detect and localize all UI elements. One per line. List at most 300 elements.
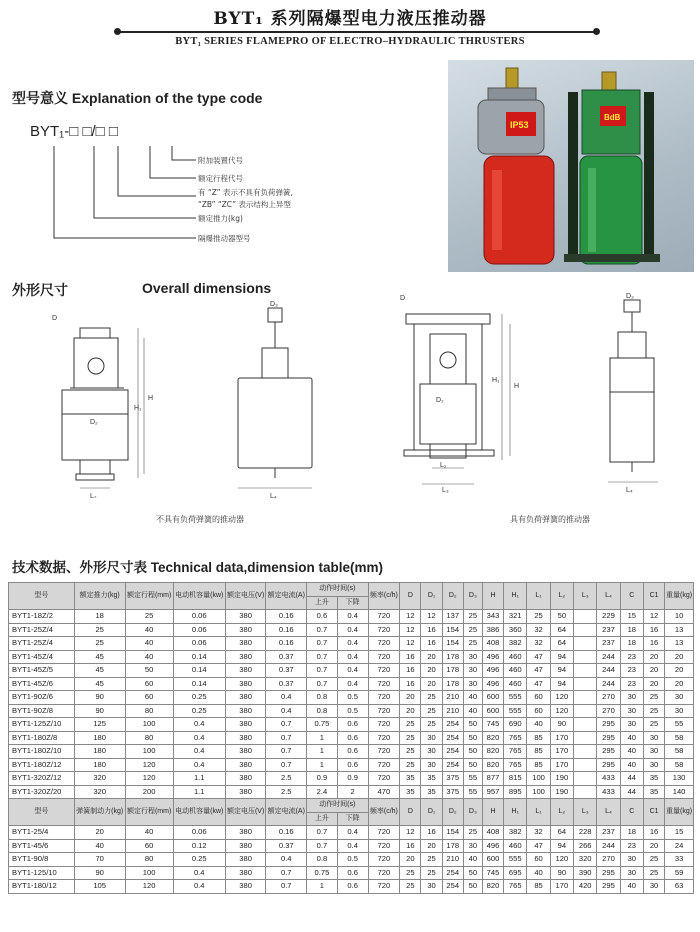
table-cell: 178 [442,664,463,678]
model-cell: BYT1-45/6 [9,839,75,853]
table-cell: 0.7 [266,866,307,880]
table-row [9,745,694,759]
table-cell: 2 [337,785,368,799]
table-cell: 0.37 [266,677,307,691]
table-cell: 45 [74,650,125,664]
table-cell: 320 [74,772,125,786]
table-cell: 190 [550,785,573,799]
table-cell: 380 [225,610,266,624]
svg-text:L₃: L₃ [442,487,449,494]
dimensions-heading-en: Overall dimensions [142,280,272,296]
model-cell: BYT1-45Z/6 [9,677,75,691]
table-cell: 895 [504,785,527,799]
table-cell: 295 [597,758,620,772]
table-cell: 720 [368,650,400,664]
table-cell: 90 [74,704,125,718]
table-cell: 25 [74,623,125,637]
table-cell: 25 [527,610,550,624]
col-header: 额定推力(kg) [74,583,125,610]
table-heading: 技术数据、外形尺寸表 Technical data,dimension table(mm) [12,560,384,575]
table-cell: 20 [643,677,664,691]
col-header: L₂ [550,583,573,610]
table-cell: 60 [527,704,550,718]
table-cell: 720 [368,677,400,691]
table-cell: 380 [225,758,266,772]
table-row [9,758,694,772]
table-cell: 380 [225,718,266,732]
table-cell: 380 [225,650,266,664]
table-row [9,772,694,786]
table-row [9,623,694,637]
table-cell: 25 [400,718,421,732]
table-cell: 16 [421,637,442,651]
table-cell: 154 [442,637,463,651]
table-cell: 30 [620,866,643,880]
table-cell: 30 [463,664,482,678]
svg-text:D: D [52,315,58,322]
table-cell: 20 [665,677,694,691]
table-cell: 180 [74,745,125,759]
table-cell: 20 [421,664,442,678]
model-cell: BYT1-180Z/10 [9,745,75,759]
table-cell: 50 [463,745,482,759]
table-cell: 408 [482,637,503,651]
table-cell: 720 [368,880,400,894]
svg-text:D₂: D₂ [90,419,98,426]
col-header: 额定行程(mm) [125,799,173,826]
dimensions-heading-cn: 外形尺寸 [12,282,68,298]
table-cell: 765 [504,731,527,745]
table-cell: 0.7 [307,826,338,840]
table-cell: 380 [225,731,266,745]
table-cell: 720 [368,664,400,678]
table-cell: 720 [368,704,400,718]
table-cell: 0.75 [307,866,338,880]
table-cell: 0.4 [266,853,307,867]
model-cell: BYT1-45Z/4 [9,650,75,664]
table-cell: 85 [527,758,550,772]
table-cell: 295 [597,731,620,745]
table-cell: 30 [620,718,643,732]
table-cell: 0.37 [266,839,307,853]
table-header-row [9,799,694,813]
col-header: L₃ [574,799,597,826]
table-cell: 380 [225,853,266,867]
table-cell: 120 [125,772,173,786]
col-header: 弹簧制动力(kg) [74,799,125,826]
table-cell: 0.4 [337,826,368,840]
table-cell: 16 [400,650,421,664]
table-cell: 0.7 [307,623,338,637]
table-cell [574,731,597,745]
col-header: H₁ [504,583,527,610]
table-cell: 0.25 [173,691,225,705]
table-cell: 15 [665,826,694,840]
table-cell: 20 [400,691,421,705]
table-cell: 390 [574,866,597,880]
table-cell: 720 [368,623,400,637]
table-cell: 18 [620,637,643,651]
table-cell: 237 [597,623,620,637]
col-header: D₃ [463,799,482,826]
table-cell: 16 [421,623,442,637]
table-cell: 120 [550,691,573,705]
table-cell: 20 [421,839,442,853]
table-cell: 0.06 [173,623,225,637]
table-cell: 18 [74,610,125,624]
table-cell: 380 [225,880,266,894]
table-cell: 40 [125,650,173,664]
table-cell: 30 [421,880,442,894]
table-cell: 496 [482,664,503,678]
table-cell: 58 [665,731,694,745]
table-cell: 0.4 [337,839,368,853]
table-cell: 254 [442,718,463,732]
table-cell: 35 [421,772,442,786]
svg-text:D: D [400,295,406,302]
table-cell: 0.7 [266,745,307,759]
table-cell: 90 [550,718,573,732]
model-cell: BYT1-320Z/12 [9,772,75,786]
table-cell: 555 [504,704,527,718]
table-cell: 244 [597,650,620,664]
table-cell: 40 [620,731,643,745]
col-header: L₄ [597,799,620,826]
table-cell [574,610,597,624]
table-cell: 40 [527,718,550,732]
table-cell: 295 [597,718,620,732]
table-row [9,853,694,867]
table-header-spring [9,799,694,826]
table-cell: 25 [421,691,442,705]
table-cell: 745 [482,718,503,732]
drawing-front-spring [392,290,532,505]
table-cell: 380 [225,866,266,880]
table-cell: 386 [482,623,503,637]
svg-text:D₃: D₃ [626,293,634,300]
table-cell: 0.7 [266,758,307,772]
col-header: C [620,799,643,826]
type-code-label: 额定行程代号 [198,174,243,183]
table-cell: 18 [620,623,643,637]
table-cell: 237 [597,637,620,651]
svg-text:H₁: H₁ [134,405,142,412]
table-cell: 20 [643,650,664,664]
table-cell: 20 [643,664,664,678]
table-cell: 382 [504,826,527,840]
table-cell: 380 [225,637,266,651]
table-cell: 60 [125,839,173,853]
table-cell: 420 [574,880,597,894]
table-cell: 30 [620,704,643,718]
table-cell: 877 [482,772,503,786]
table-cell: 0.06 [173,610,225,624]
table-cell: 375 [442,785,463,799]
table-cell: 25 [643,691,664,705]
table-row [9,664,694,678]
table-cell: 433 [597,772,620,786]
caption-no-spring: 不具有负荷弹簧的推动器 [156,515,244,524]
table-row [9,731,694,745]
table-row [9,677,694,691]
table-cell: 0.5 [337,704,368,718]
table-cell: 55 [665,718,694,732]
table-cell: 0.4 [173,866,225,880]
table-cell: 44 [620,785,643,799]
table-cell: 30 [643,731,664,745]
table-cell: 0.5 [337,691,368,705]
table-cell: 720 [368,610,400,624]
table-cell: 12 [421,610,442,624]
table-cell: 266 [574,839,597,853]
table-cell: 16 [643,826,664,840]
table-cell: 32 [527,637,550,651]
table-cell: 321 [504,610,527,624]
model-cell: BYT1-180/12 [9,880,75,894]
table-cell: 94 [550,839,573,853]
table-cell: 90 [550,866,573,880]
table-cell: 40 [620,880,643,894]
table-cell: 154 [442,826,463,840]
table-row [9,880,694,894]
table-cell: 820 [482,758,503,772]
table-cell: 13 [665,637,694,651]
table-cell: 380 [225,839,266,853]
table-row [9,866,694,880]
col-header: C1 [643,583,664,610]
table-cell: 25 [643,718,664,732]
table-cell: 154 [442,623,463,637]
table-cell: 0.16 [266,610,307,624]
model-cell: BYT1-25Z/4 [9,637,75,651]
table-cell: 20 [665,664,694,678]
table-cell: 25 [463,826,482,840]
table-cell: 380 [225,785,266,799]
table-cell: 50 [463,866,482,880]
table-cell: 0.4 [337,677,368,691]
type-code-label: 额定推力(kg) [198,214,243,223]
table-cell: 33 [665,853,694,867]
table-cell: 64 [550,826,573,840]
table-cell: 85 [527,731,550,745]
table-cell: 10 [665,610,694,624]
model-cell: BYT1-25Z/4 [9,623,75,637]
col-header: D₃ [463,583,482,610]
table-cell: 0.7 [307,677,338,691]
table-cell: 30 [463,677,482,691]
table-cell: 13 [665,623,694,637]
col-header: D₁ [421,583,442,610]
table-cell: 30 [421,745,442,759]
col-header: H [482,799,503,826]
table-cell: 0.8 [307,691,338,705]
table-cell: 170 [550,731,573,745]
table-cell: 0.8 [307,704,338,718]
table-cell [574,637,597,651]
table-cell: 600 [482,704,503,718]
table-cell: 820 [482,880,503,894]
model-cell: BYT1-180Z/8 [9,731,75,745]
table-cell: 0.4 [173,718,225,732]
table-cell: 24 [665,839,694,853]
table-cell: 0.16 [266,826,307,840]
table-cell: 957 [482,785,503,799]
table-cell: 433 [597,785,620,799]
caption-with-spring: 具有负荷弹簧的推动器 [510,515,590,524]
table-cell: 0.6 [337,758,368,772]
table-cell: 64 [550,623,573,637]
table-cell: 40 [463,691,482,705]
table-cell: 180 [74,758,125,772]
table-cell: 0.4 [173,758,225,772]
table-row [9,785,694,799]
table-cell: 58 [665,745,694,759]
table-cell: 380 [225,691,266,705]
table-cell: 270 [597,691,620,705]
col-header: D [400,799,421,826]
table-cell: 30 [643,880,664,894]
col-header: 额定电压(V) [225,799,266,826]
table-cell: 85 [527,745,550,759]
table-cell: 1.1 [173,785,225,799]
table-cell: 30 [463,839,482,853]
table-cell: 244 [597,677,620,691]
table-cell: 20 [400,704,421,718]
table-cell: 50 [463,718,482,732]
table-cell: 50 [463,731,482,745]
table-cell: 80 [125,853,173,867]
table-cell: 45 [74,677,125,691]
table-cell: 40 [463,853,482,867]
table-cell: 180 [74,731,125,745]
table-row [9,826,694,840]
table-cell: 20 [421,650,442,664]
table-cell: 35 [421,785,442,799]
rule-dot-left [114,28,121,35]
table-cell: 12 [400,826,421,840]
col-header: L₄ [597,583,620,610]
svg-text:L₄: L₄ [626,487,633,494]
table-cell: 94 [550,677,573,691]
table-cell: 25 [421,718,442,732]
table-cell: 210 [442,704,463,718]
col-header: 重量(kg) [665,799,694,826]
table-cell: 50 [125,664,173,678]
table-cell: 63 [665,880,694,894]
table-cell: 0.6 [337,745,368,759]
table-cell [574,772,597,786]
table-row [9,691,694,705]
table-cell: 254 [442,745,463,759]
table-cell: 0.14 [173,650,225,664]
table-cell: 120 [550,853,573,867]
table-cell: 555 [504,853,527,867]
table-cell: 170 [550,880,573,894]
table-cell: 1 [307,880,338,894]
table-cell: 18 [620,826,643,840]
table-cell: 765 [504,745,527,759]
type-code: BYT₁-□ □/□ □ [30,123,118,140]
table-cell: 375 [442,772,463,786]
table-cell: 460 [504,839,527,853]
table-cell: 0.16 [266,623,307,637]
table-cell: 720 [368,691,400,705]
table-cell: 470 [368,785,400,799]
table-cell: 44 [620,772,643,786]
table-cell: 0.7 [307,637,338,651]
rule-dot-right [593,28,600,35]
table-cell: 0.6 [337,866,368,880]
model-cell: BYT1-45Z/5 [9,664,75,678]
table-cell: 40 [527,866,550,880]
table-cell: 178 [442,677,463,691]
table-cell: 60 [527,853,550,867]
table-cell: 720 [368,745,400,759]
table-cell: 20 [421,677,442,691]
col-header: D₂ [442,799,463,826]
table-cell: 25 [400,745,421,759]
table-cell: 25 [421,704,442,718]
col-header: D [400,583,421,610]
table-cell: 720 [368,826,400,840]
table-cell: 120 [550,704,573,718]
model-cell: BYT1-90Z/8 [9,704,75,718]
table-cell: 25 [400,880,421,894]
table-cell: 35 [400,785,421,799]
table-cell: 90 [74,691,125,705]
table-cell: 100 [125,866,173,880]
col-header: C1 [643,799,664,826]
table-cell: 254 [442,758,463,772]
col-header: L₂ [550,799,573,826]
table-cell [574,758,597,772]
table-cell: 16 [421,826,442,840]
table-cell: 105 [74,880,125,894]
col-subheader: 下降 [337,812,368,826]
table-cell: 360 [504,623,527,637]
table-cell: 25 [400,758,421,772]
thrusters-illustration [448,60,694,272]
table-cell: 320 [574,853,597,867]
table-cell: 30 [421,731,442,745]
table-cell: 137 [442,610,463,624]
table-row [9,718,694,732]
table-cell: 25 [421,866,442,880]
table-cell: 16 [400,677,421,691]
table-cell: 16 [400,664,421,678]
col-header: C [620,583,643,610]
table-cell: 170 [550,758,573,772]
table-cell: 32 [527,826,550,840]
table-cell: 496 [482,677,503,691]
table-cell: 254 [442,866,463,880]
table-cell: 496 [482,839,503,853]
table-cell: 0.4 [173,880,225,894]
table-cell: 25 [463,623,482,637]
type-code-label: “ZB” “ZC” 表示结构上异型 [198,200,291,209]
table-cell: 0.4 [266,691,307,705]
table-cell: 80 [125,731,173,745]
table-cell: 47 [527,839,550,853]
table-cell [574,704,597,718]
table-cell: 100 [527,772,550,786]
table-cell: 0.4 [173,745,225,759]
table-cell: 200 [125,785,173,799]
table-cell: 20 [643,839,664,853]
table-cell: 47 [527,677,550,691]
table-cell: 380 [225,772,266,786]
table-cell: 12 [400,637,421,651]
